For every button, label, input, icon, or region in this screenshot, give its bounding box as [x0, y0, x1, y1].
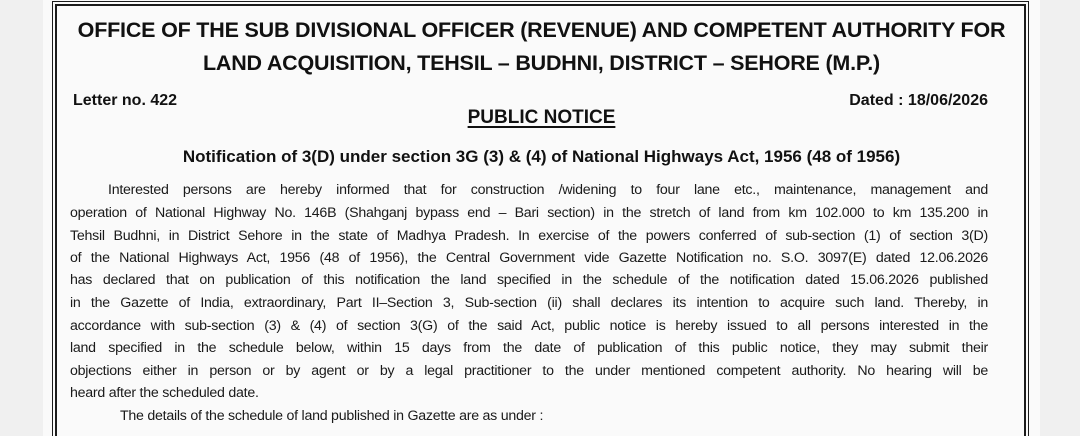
body-line: accordance with sub-section (3) & (4) of section 3(G) of the said Act, public notice is hereby issued to all persons interested in the — [70, 318, 988, 334]
left-margin — [0, 0, 43, 436]
body-line: land specified in the schedule below, within 15 days from the date of publication of this public notice, they may submit their — [70, 340, 988, 356]
body-line: Tehsil Budhni, in District Sehore in the state of Madhya Pradesh. In exercise of the powers conferred of sub-section (1) of section 3(D) — [70, 228, 988, 244]
office-heading-line-1: OFFICE OF THE SUB DIVISIONAL OFFICER (REVENUE) AND COMPETENT AUTHORITY FOR — [77, 18, 1006, 42]
letter-number: Letter no. 422 — [73, 92, 178, 109]
notice-date: Dated : 18/06/2026 — [849, 92, 988, 109]
body-line: objections either in person or by agent or by a legal practitioner to the under mentioned competent authority. No hearing will be — [70, 363, 988, 379]
body-line: operation of National Highway No. 146B (Shahganj bypass end – Bari section) in the stretch of land from km 102.000 to km 135.200 in — [70, 205, 988, 221]
right-margin — [1040, 0, 1080, 436]
schedule-intro: The details of the schedule of land published in Gazette are as under : — [120, 408, 544, 424]
public-notice-title — [43, 107, 1040, 129]
public-notice-title-text: PUBLIC NOTICE — [467, 107, 616, 128]
notice-page — [43, 0, 1040, 436]
body-line: in the Gazette of India, extraordinary, Part II–Section 3, Sub-section (ii) shall declares its intention to acquire such land. Thereby, in — [70, 295, 988, 311]
body-line: heard after the scheduled date. — [70, 385, 259, 401]
office-heading-line-2: LAND ACQUISITION, TEHSIL – BUDHNI, DISTRICT – SEHORE (M.P.) — [202, 51, 881, 75]
body-line: has declared that on publication of this notification the land specified in the schedule of the notification dated 15.06.2026 published — [70, 272, 988, 288]
body-line: Interested persons are hereby informed that for construction /widening to four lane etc., maintenance, management and — [108, 182, 988, 198]
body-line: of the National Highways Act, 1956 (48 of 1956), the Central Government vide Gazette Notification no. S.O. 3097(E) dated 12.06.2026 — [70, 250, 988, 266]
notification-subject: Notification of 3(D) under section 3G (3) & (4) of National Highways Act, 1956 (48 of 1956) — [182, 147, 901, 166]
